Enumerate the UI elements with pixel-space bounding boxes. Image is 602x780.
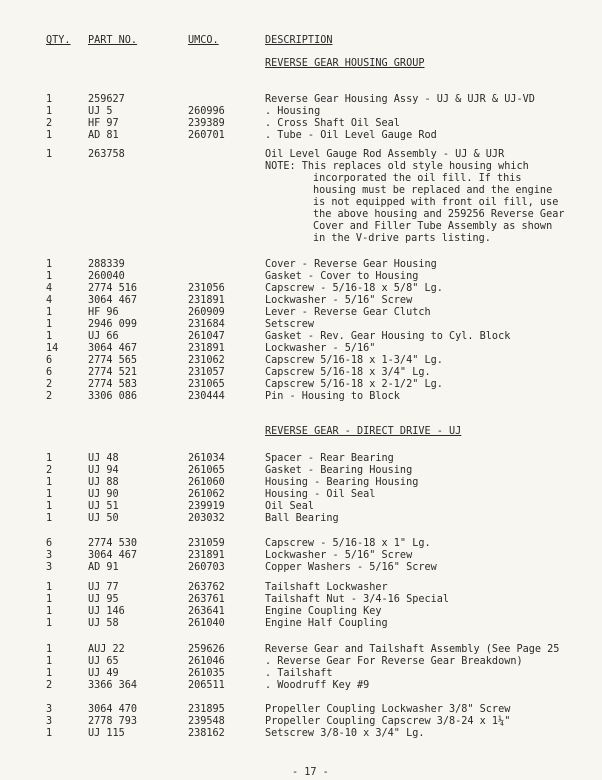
description-cell: is not equipped with front oil fill, use: [313, 197, 559, 208]
umco-cell: 263641: [188, 606, 225, 617]
umco-cell: 260996: [188, 106, 225, 117]
description-cell: Capscrew 5/16-18 x 3/4" Lg.: [265, 367, 431, 378]
part-no-cell: UJ 58: [88, 618, 119, 629]
description-cell: Oil Level Gauge Rod Assembly - UJ & UJR: [265, 149, 505, 160]
description-cell: Reverse Gear and Tailshaft Assembly (See Page 25: [265, 644, 560, 655]
part-no-cell: 3064 467: [88, 295, 138, 306]
umco-cell: 239389: [188, 118, 225, 129]
part-no-cell: 2774 565: [88, 355, 138, 366]
part-no-cell: UJ 88: [88, 477, 119, 488]
description-cell: NOTE: This replaces old style housing which: [265, 161, 529, 172]
qty-cell: 1: [46, 728, 53, 739]
description-cell: Setscrew 3/8-10 x 3/4" Lg.: [265, 728, 425, 739]
description-cell: Tailshaft Nut - 3/4-16 Special: [265, 594, 450, 605]
part-no-cell: 3306 086: [88, 391, 138, 402]
qty-cell: 1: [46, 644, 53, 655]
part-no-cell: HF 96: [88, 307, 119, 318]
part-no-cell: 2774 521: [88, 367, 138, 378]
umco-cell: 239548: [188, 716, 225, 727]
description-cell: Gasket - Bearing Housing: [265, 465, 413, 476]
part-no-cell: UJ 48: [88, 453, 119, 464]
qty-cell: 4: [46, 283, 53, 294]
qty-cell: 3: [46, 704, 53, 715]
umco-cell: 231065: [188, 379, 225, 390]
description-cell: Propeller Coupling Lockwasher 3/8" Screw: [265, 704, 511, 715]
description-cell: Lockwasher - 5/16" Screw: [265, 550, 413, 561]
description-cell: in the V-drive parts listing.: [313, 233, 491, 244]
qty-cell: 2: [46, 465, 53, 476]
part-no-cell: 2774 516: [88, 283, 138, 294]
qty-cell: 6: [46, 538, 53, 549]
umco-cell: 231056: [188, 283, 225, 294]
qty-cell: 1: [46, 453, 53, 464]
description-cell: Cover - Reverse Gear Housing: [265, 259, 437, 270]
part-no-cell: HF 97: [88, 118, 119, 129]
qty-cell: 1: [46, 668, 53, 679]
page-number: - 17 -: [292, 767, 329, 778]
part-no-cell: UJ 51: [88, 501, 119, 512]
qty-cell: 2: [46, 391, 53, 402]
part-no-cell: AD 91: [88, 562, 119, 573]
qty-cell: 2: [46, 379, 53, 390]
qty-cell: 2: [46, 680, 53, 691]
part-no-cell: 260040: [88, 271, 125, 282]
description-cell: . Reverse Gear For Reverse Gear Breakdown): [265, 656, 523, 667]
umco-cell: 231059: [188, 538, 225, 549]
umco-cell: 261034: [188, 453, 225, 464]
description-cell: housing must be replaced and the engine: [313, 185, 553, 196]
part-no-cell: 2778 793: [88, 716, 138, 727]
umco-cell: 239919: [188, 501, 225, 512]
umco-cell: 231684: [188, 319, 225, 330]
description-cell: Cover and Filler Tube Assembly as shown: [313, 221, 553, 232]
description-cell: Capscrew 5/16-18 x 1-3/4" Lg.: [265, 355, 443, 366]
qty-cell: 6: [46, 355, 53, 366]
qty-cell: 1: [46, 477, 53, 488]
qty-cell: 3: [46, 716, 53, 727]
description-cell: Engine Coupling Key: [265, 606, 382, 617]
section-title-text: REVERSE GEAR - DIRECT DRIVE - UJ: [265, 426, 462, 437]
qty-cell: 14: [46, 343, 59, 354]
umco-cell: 261060: [188, 477, 225, 488]
qty-cell: 4: [46, 295, 53, 306]
qty-cell: 1: [46, 271, 53, 282]
qty-cell: 3: [46, 562, 53, 573]
description-cell: Lockwasher - 5/16": [265, 343, 376, 354]
description-cell: . Tailshaft: [265, 668, 333, 679]
description-cell: Propeller Coupling Capscrew 3/8-24 x 1¼": [265, 716, 511, 727]
description-cell: Reverse Gear Housing Assy - UJ & UJR & UJ-VD: [265, 94, 535, 105]
description-cell: Capscrew 5/16-18 x 2-1/2" Lg.: [265, 379, 443, 390]
description-cell: Engine Half Coupling: [265, 618, 388, 629]
qty-cell: 1: [46, 130, 53, 141]
part-no-cell: 3366 364: [88, 680, 138, 691]
description-cell: Gasket - Rev. Gear Housing to Cyl. Block: [265, 331, 511, 342]
umco-cell: 263762: [188, 582, 225, 593]
part-no-cell: 259627: [88, 94, 125, 105]
qty-cell: 1: [46, 582, 53, 593]
umco-cell: 261047: [188, 331, 225, 342]
umco-cell: 231891: [188, 295, 225, 306]
qty-cell: 1: [46, 594, 53, 605]
part-no-cell: 3064 470: [88, 704, 138, 715]
part-no-cell: 263758: [88, 149, 125, 160]
part-no-cell: UJ 66: [88, 331, 119, 342]
section-title-text: REVERSE GEAR HOUSING GROUP: [265, 58, 425, 69]
description-cell: Gasket - Cover to Housing: [265, 271, 419, 282]
umco-cell: 261040: [188, 618, 225, 629]
umco-cell: 230444: [188, 391, 225, 402]
part-no-cell: UJ 50: [88, 513, 119, 524]
qty-cell: 3: [46, 550, 53, 561]
description-cell: Oil Seal: [265, 501, 315, 512]
description-cell: . Housing: [265, 106, 321, 117]
umco-cell: 203032: [188, 513, 225, 524]
qty-cell: 1: [46, 331, 53, 342]
description-cell: Capscrew - 5/16-18 x 5/8" Lg.: [265, 283, 443, 294]
description-cell: the above housing and 259256 Reverse Gear: [313, 209, 565, 220]
qty-cell: 1: [46, 489, 53, 500]
part-no-cell: UJ 94: [88, 465, 119, 476]
umco-cell: 231895: [188, 704, 225, 715]
part-no-cell: UJ 65: [88, 656, 119, 667]
umco-cell: 261035: [188, 668, 225, 679]
part-no-cell: 3064 467: [88, 550, 138, 561]
part-no-cell: AD 81: [88, 130, 119, 141]
umco-cell: 260701: [188, 130, 225, 141]
qty-cell: 1: [46, 259, 53, 270]
part-no-cell: 288339: [88, 259, 125, 270]
description-cell: . Tube - Oil Level Gauge Rod: [265, 130, 437, 141]
qty-cell: 1: [46, 606, 53, 617]
umco-cell: 263761: [188, 594, 225, 605]
umco-cell: 206511: [188, 680, 225, 691]
part-no-cell: UJ 95: [88, 594, 119, 605]
description-cell: Tailshaft Lockwasher: [265, 582, 388, 593]
qty-cell: 1: [46, 501, 53, 512]
umco-header: UMCO.: [188, 35, 219, 46]
description-cell: Lockwasher - 5/16" Screw: [265, 295, 413, 306]
part-no-cell: UJ 90: [88, 489, 119, 500]
umco-cell: 261062: [188, 489, 225, 500]
part-no-cell: UJ 5: [88, 106, 113, 117]
qty-cell: 1: [46, 618, 53, 629]
umco-cell: 261065: [188, 465, 225, 476]
umco-cell: 231062: [188, 355, 225, 366]
qty-cell: 1: [46, 656, 53, 667]
qty-cell: 6: [46, 367, 53, 378]
umco-cell: 231057: [188, 367, 225, 378]
description-header: DESCRIPTION: [265, 35, 333, 46]
qty-cell: 1: [46, 149, 53, 160]
qty-header: QTY.: [46, 35, 71, 46]
qty-cell: 1: [46, 106, 53, 117]
description-cell: Setscrew: [265, 319, 315, 330]
qty-cell: 1: [46, 319, 53, 330]
qty-cell: 1: [46, 513, 53, 524]
umco-cell: 260703: [188, 562, 225, 573]
part-no-cell: UJ 49: [88, 668, 119, 679]
umco-cell: 259626: [188, 644, 225, 655]
description-cell: Housing - Bearing Housing: [265, 477, 419, 488]
description-cell: . Cross Shaft Oil Seal: [265, 118, 400, 129]
description-cell: Housing - Oil Seal: [265, 489, 376, 500]
description-cell: Spacer - Rear Bearing: [265, 453, 394, 464]
description-cell: Ball Bearing: [265, 513, 339, 524]
description-cell: . Woodruff Key #9: [265, 680, 370, 691]
umco-cell: 231891: [188, 550, 225, 561]
description-cell: Pin - Housing to Block: [265, 391, 400, 402]
part-no-cell: UJ 115: [88, 728, 125, 739]
qty-cell: 1: [46, 307, 53, 318]
part-no-cell: 2774 530: [88, 538, 138, 549]
umco-cell: 261046: [188, 656, 225, 667]
part-no-cell: UJ 77: [88, 582, 119, 593]
qty-cell: 1: [46, 94, 53, 105]
umco-cell: 238162: [188, 728, 225, 739]
part-no-header: PART NO.: [88, 35, 138, 46]
part-no-cell: AUJ 22: [88, 644, 125, 655]
part-no-cell: UJ 146: [88, 606, 125, 617]
description-cell: Lever - Reverse Gear Clutch: [265, 307, 431, 318]
part-no-cell: 2946 099: [88, 319, 138, 330]
description-cell: Copper Washers - 5/16" Screw: [265, 562, 437, 573]
description-cell: incorporated the oil fill. If this: [313, 173, 522, 184]
umco-cell: 260909: [188, 307, 225, 318]
part-no-cell: 3064 467: [88, 343, 138, 354]
qty-cell: 2: [46, 118, 53, 129]
umco-cell: 231891: [188, 343, 225, 354]
description-cell: Capscrew - 5/16-18 x 1" Lg.: [265, 538, 431, 549]
part-no-cell: 2774 583: [88, 379, 138, 390]
